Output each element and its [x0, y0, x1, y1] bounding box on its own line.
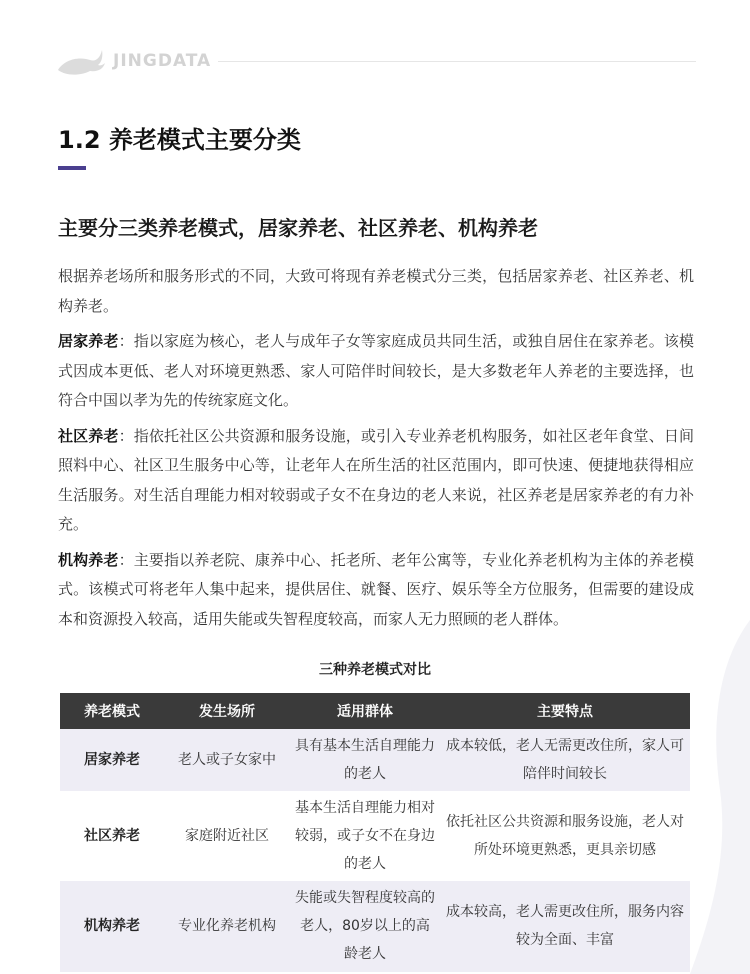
header-place: 发生场所 — [164, 693, 290, 729]
body-text — [58, 262, 694, 640]
cell-group: 基本生活自理能力相对较弱，或子女不在身边的老人 — [290, 791, 440, 880]
intro-paragraph: 根据养老场所和服务形式的不同，大致可将现有养老模式分三类，包括居家养老、社区养老、机构养老。 — [58, 267, 694, 315]
cell-features: 成本较低，老人无需更改住所，家人可陪伴时间较长 — [440, 729, 690, 791]
logo-text: JINGDATA — [113, 51, 212, 71]
table-header-row — [60, 693, 690, 729]
institution-care-paragraph — [58, 546, 694, 635]
cell-place: 专业化养老机构 — [164, 880, 290, 972]
home-care-paragraph — [58, 327, 694, 416]
whale-watermark-icon — [610, 600, 750, 974]
community-care-paragraph — [58, 422, 694, 540]
table-caption: 三种养老模式对比 — [319, 662, 431, 678]
header-group: 适用群体 — [290, 693, 440, 729]
cell-mode: 机构养老 — [60, 880, 164, 972]
community-care-text: ：指依托社区公共资源和服务设施，或引入专业养老机构服务，如社区老年食堂、日间照料中心、社区卫生服务中心等，让老年人在所生活的社区范围内，即可快速、便捷地获得相应生活服务。对生活自理能力相对较弱或子女不在身边的老人来说，社区养老是居家养老的有力补充。 — [58, 426, 694, 533]
cell-group: 具有基本生活自理能力的老人 — [290, 729, 440, 791]
cell-place: 家庭附近社区 — [164, 791, 290, 880]
cell-group: 失能或失智程度较高的老人，80岁以上的高龄老人 — [290, 880, 440, 972]
table-row — [60, 880, 690, 972]
page-header — [56, 44, 696, 80]
header-mode: 养老模式 — [60, 693, 164, 729]
institution-care-text: ：主要指以养老院、康养中心、托老所、老年公寓等，专业化养老机构为主体的养老模式。该模式可将老年人集中起来，提供居住、就餐、医疗、娱乐等全方位服务，但需要的建设成本和资源投入较高，适用失能或失智程度较高，而家人无力照顾的老人群体。 — [58, 550, 694, 628]
section-subheading: 主要分三类养老模式，居家养老、社区养老、机构养老 — [58, 216, 538, 240]
table-row — [60, 729, 690, 791]
home-care-term: 居家养老 — [58, 332, 119, 350]
section-title: 1.2 养老模式主要分类 — [58, 126, 301, 154]
institution-care-term: 机构养老 — [58, 550, 119, 569]
cell-mode: 居家养老 — [60, 729, 164, 791]
cell-features: 成本较高，老人需更改住所，服务内容较为全面、丰富 — [440, 880, 690, 972]
home-care-text: ：指以家庭为核心，老人与成年子女等家庭成员共同生活，或独自居住在家养老。该模式因成本更低、老人对环境更熟悉、家人可陪伴时间较长，是大多数老年人养老的主要选择，也符合中国以孝为先的传统家庭文化。 — [58, 332, 694, 409]
cell-features: 依托社区公共资源和服务设施，老人对所处环境更熟悉，更具亲切感 — [440, 791, 690, 880]
cell-place: 老人或子女家中 — [164, 729, 290, 791]
comparison-table — [60, 693, 690, 973]
community-care-term: 社区养老 — [58, 426, 119, 445]
title-accent-bar — [58, 166, 86, 170]
header-divider — [218, 61, 696, 62]
cell-mode: 社区养老 — [60, 791, 164, 880]
header-features: 主要特点 — [440, 693, 690, 729]
table-row — [60, 791, 690, 880]
whale-logo-icon — [56, 44, 106, 78]
